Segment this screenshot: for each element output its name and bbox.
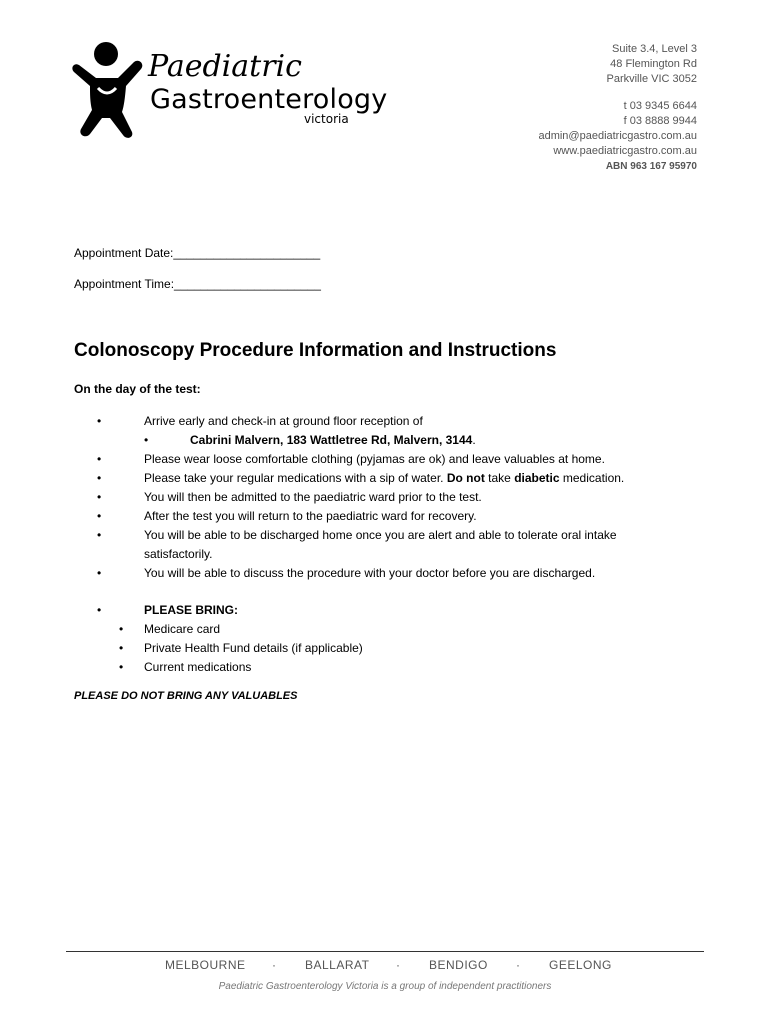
bullet: • (97, 414, 102, 428)
footer-note: Paediatric Gastroenterology Victoria is a group of independent practitioners (218, 981, 552, 992)
section-subheading: On the day of the test: (74, 382, 201, 396)
bullet: • (97, 603, 102, 617)
logo-text-paediatric: Paediatric (148, 49, 302, 84)
list-item: • After the test you will return to the paediatric ward for recovery. (0, 507, 770, 526)
list-item: • Please wear loose comfortable clothing (pyjamas are ok) and leave valuables at home. (0, 450, 770, 469)
logo-text-victoria: victoria (304, 112, 349, 126)
location-address: Cabrini Malvern, 183 Wattletree Rd, Malvern, 3144 (190, 433, 473, 447)
email-link[interactable]: admin@paediatricgastro.com.au (538, 130, 697, 142)
location-ballarat: BALLARAT (305, 958, 370, 972)
instructions-list (0, 412, 770, 677)
valuables-warning: PLEASE DO NOT BRING ANY VALUABLES (74, 690, 298, 702)
separator-dot: · (516, 958, 521, 972)
list-item: • You will be able to discuss the procedure with your doctor before you are discharged. (0, 564, 770, 583)
bullet: • (97, 566, 102, 580)
phone-number: t 03 9345 6644 (623, 100, 697, 112)
list-item-please-bring: • PLEASE BRING: (0, 601, 770, 620)
footer-divider (66, 951, 704, 952)
address-line-3: Parkville VIC 3052 (606, 73, 697, 85)
fax-number: f 03 8888 9944 (623, 115, 697, 127)
bullet: • (119, 660, 124, 674)
logo-text-gastroenterology: Gastroenterology (150, 84, 388, 115)
location-melbourne: MELBOURNE (165, 958, 246, 972)
bullet: • (97, 528, 102, 542)
list-item-location: • Cabrini Malvern, 183 Wattletree Rd, Malvern, 3144. (0, 431, 770, 450)
abn-number: ABN 963 167 95970 (605, 161, 697, 172)
page-title: Colonoscopy Procedure Information and Instructions (74, 340, 557, 361)
list-item: • Arrive early and check-in at ground floor reception of (0, 412, 770, 431)
bullet: • (97, 490, 102, 504)
list-item: • You will be able to be discharged home once you are alert and able to tolerate oral intake satisfactorily. (97, 528, 617, 561)
bring-item: • Medicare card (0, 620, 770, 639)
logo (68, 40, 408, 140)
list-item-medication: • Please take your regular medications with a sip of water. Do not take diabetic medication. (0, 469, 770, 488)
bullet: • (119, 622, 124, 636)
location-geelong: GEELONG (549, 958, 612, 972)
location-bendigo: BENDIGO (429, 958, 488, 972)
bullet: • (119, 641, 124, 655)
contact-block (538, 42, 697, 174)
address-line-2: 48 Flemington Rd (610, 58, 697, 70)
appointment-time-field: Appointment Time:______________________ (74, 277, 321, 291)
website-link[interactable]: www.paediatricgastro.com.au (553, 145, 697, 157)
bullet: • (144, 433, 149, 447)
list-item: • You will then be admitted to the paediatric ward prior to the test. (0, 488, 770, 507)
separator-dot: · (396, 958, 401, 972)
child-figure-icon (68, 40, 148, 140)
bring-item: • Private Health Fund details (if applicable) (0, 639, 770, 658)
footer-locations (66, 958, 704, 974)
address-line-1: Suite 3.4, Level 3 (611, 43, 697, 55)
bring-item: • Current medications (0, 658, 770, 677)
bullet: • (97, 471, 102, 485)
appointment-date-field: Appointment Date:______________________ (74, 246, 321, 260)
bullet: • (97, 509, 102, 523)
separator-dot: · (272, 958, 277, 972)
bullet: • (97, 452, 102, 466)
